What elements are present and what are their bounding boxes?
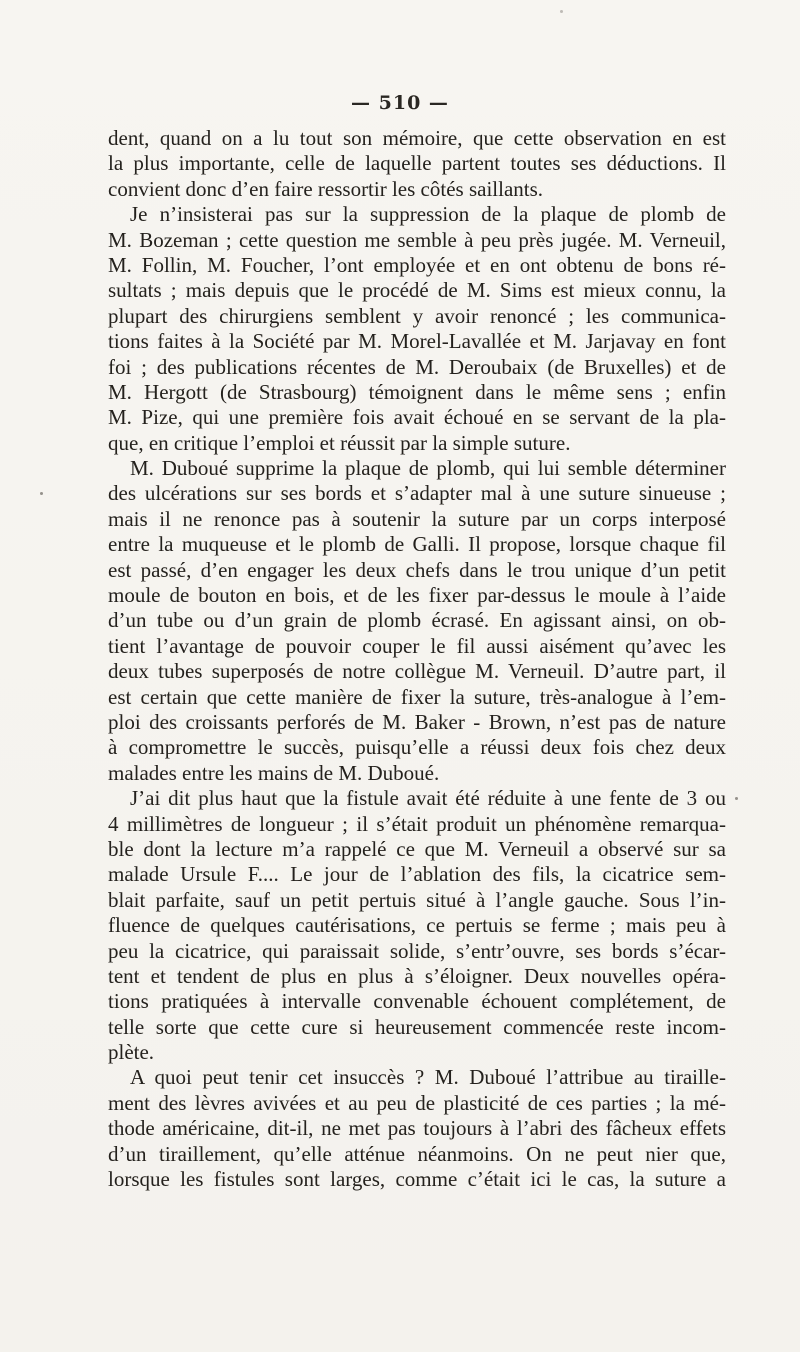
text-line: telle sorte que cette cure si heureusement commencée reste incom- (108, 1014, 726, 1039)
text-line: tions faites à la Société par M. Morel-Lavallée et M. Jarjavay en font (108, 329, 726, 354)
text-line: est certain que cette manière de fixer la suture, très-analogue à l’em- (108, 684, 726, 709)
text-line: dent, quand on a lu tout son mémoire, que cette observation en est (108, 126, 726, 150)
text-line: A quoi peut tenir cet insuccès ? M. Duboué l’attribue au tiraille- (130, 1065, 726, 1090)
text-line: M. Duboué supprime la plaque de plomb, qui lui semble déterminer (130, 456, 726, 481)
text-line: Je n’insisterai pas sur la suppression de la plaque de plomb de (130, 202, 726, 227)
text-line: thode américaine, dit-il, ne met pas toujours à l’abri des fâcheux effets (108, 1116, 726, 1141)
text-line: la plus importante, celle de laquelle partent toutes ses déductions. Il (108, 151, 726, 176)
text-line: entre la muqueuse et le plomb de Galli. Il propose, lorsque chaque fil (108, 532, 726, 557)
page-number: — 510 — (351, 92, 449, 114)
text-line: M. Hergott (de Strasbourg) témoignent dans le même sens ; enfin (108, 379, 726, 404)
paper-speck (40, 492, 43, 495)
text-line: lorsque les fistules sont larges, comme c’était ici le cas, la suture a (108, 1167, 726, 1192)
text-line: d’un tiraillement, qu’elle atténue néanmoins. On ne peut nier que, (108, 1141, 726, 1166)
paragraph-5 (108, 1065, 726, 1192)
text-line: malade Ursule F.... Le jour de l’ablation des fils, la cicatrice sem- (108, 862, 726, 887)
text-line: est passé, d’en engager les deux chefs dans le trou unique d’un petit (108, 557, 726, 582)
text-line: sultats ; mais depuis que le procédé de M. Sims est mieux connu, la (108, 278, 726, 303)
paragraph-2 (108, 202, 726, 456)
text-line: J’ai dit plus haut que la fistule avait été réduite à une fente de 3 ou (130, 786, 726, 811)
text-line: d’un tube ou d’un grain de plomb écrasé. En agissant ainsi, on ob- (108, 608, 726, 633)
paper-speck (735, 797, 738, 800)
text-line: blait parfaite, sauf un petit pertuis situé à l’angle gauche. Sous l’in- (108, 887, 726, 912)
text-line: deux tubes superposés de notre collègue M. Verneuil. D’autre part, il (108, 659, 726, 684)
text-line: moule de bouton en bois, et de les fixer par-dessus le moule à l’aide (108, 583, 726, 608)
text-line: M. Follin, M. Foucher, l’ont employée et en ont obtenu de bons ré- (108, 252, 726, 277)
text-line: foi ; des publications récentes de M. Deroubaix (de Bruxelles) et de (108, 354, 726, 379)
text-line: peu la cicatrice, qui paraissait solide, s’entr’ouvre, ses bords s’écar- (108, 938, 726, 963)
text-line: M. Pize, qui une première fois avait échoué en se servant de la pla- (108, 405, 726, 430)
paragraph-1 (108, 126, 726, 202)
text-line: que, en critique l’emploi et réussit par la simple suture. (108, 430, 571, 455)
text-line: ploi des croissants perforés de M. Baker - Brown, n’est pas de nature (108, 709, 726, 734)
paragraph-3 (108, 456, 726, 786)
text-line: ment des lèvres avivées et au peu de plasticité de ces parties ; la mé- (108, 1090, 726, 1115)
body-text (108, 126, 726, 1192)
text-line: convient donc d’en faire ressortir les côtés saillants. (108, 176, 544, 201)
paragraph-4 (108, 786, 726, 1065)
text-line: 4 millimètres de longueur ; il s’était produit un phénomène remarqua- (108, 811, 726, 836)
text-line: mais il ne renonce pas à soutenir la suture par un corps interposé (108, 506, 726, 531)
text-line: tions pratiquées à intervalle convenable échouent complétement, de (108, 989, 726, 1014)
text-line: plète. (108, 1040, 155, 1065)
text-line: malades entre les mains de M. Duboué. (108, 760, 440, 785)
text-line: des ulcérations sur ses bords et s’adapter mal à une suture sinueuse ; (108, 481, 726, 506)
text-line: à compromettre le succès, puisqu’elle a réussi deux fois chez deux (108, 735, 726, 760)
text-line: ble dont la lecture m’a rappelé ce que M. Verneuil a observé sur sa (108, 836, 726, 861)
text-line: tent et tendent de plus en plus à s’éloigner. Deux nouvelles opéra- (108, 963, 726, 988)
text-line: plupart des chirurgiens semblent y avoir renoncé ; les communica- (108, 303, 726, 328)
text-line: M. Bozeman ; cette question me semble à peu près jugée. M. Verneuil, (108, 227, 726, 252)
paper-speck (560, 10, 563, 13)
text-line: tient l’avantage de pouvoir couper le fil aussi aisément qu’avec les (108, 633, 726, 658)
text-line: fluence de quelques cautérisations, ce pertuis se ferme ; mais peu à (108, 913, 726, 938)
